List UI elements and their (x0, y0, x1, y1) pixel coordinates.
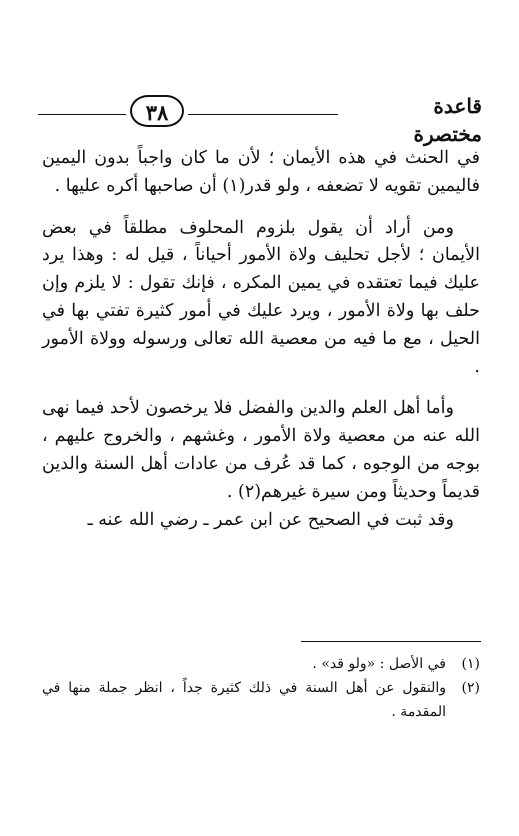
footnote (42, 676, 480, 724)
paragraph: وقد ثبت في الصحيح عن ابن عمر ـ رضي الله عنه ـ (87, 509, 454, 530)
footnote-number: (١) (461, 656, 480, 672)
footnotes (42, 652, 480, 724)
paragraph: ومن أراد أن يقول بلزوم المحلوف مطلقاً في بعض الأيمان ؛ لأجل تحليف ولاة الأمور أحياناً ، قيل له : وهذا يرد عليك فيما تعتقده في يمين المكره ، فإنك تقول : لا يلزم وإن حلف بها ولاة الأمور ، ويرد عليك في أمور كثيرة تفتي بها في الحيل ، مع ما فيه من معصية الله تعالى ورسوله وولاة الأمور . (42, 217, 480, 377)
page-header (38, 92, 482, 146)
page-number: ٣٨ (130, 95, 184, 127)
paragraph: في الحنث في هذه الأيمان ؛ لأن ما كان واجباً بدون اليمين فاليمين تقويه لا تضعفه ، ولو قدر(١) أن صاحبها أكره عليها . (42, 148, 480, 196)
main-text (42, 145, 480, 534)
header-rule-right (188, 114, 338, 115)
footnote-text: في الأصل : «ولو قد» . (312, 656, 446, 672)
footnote-number: (٢) (461, 680, 480, 696)
paragraph: وأما أهل العلم والدين والفضل فلا يرخصون لأحد فيما نهى الله عنه من معصية ولاة الأمور ، وغشهم ، والخروج عليهم ، بوجه من الوجوه ، كما قد عُرف من عادات أهل السنة والدين قديماً وحديثاً ومن سيرة غيرهم(٢) . (42, 398, 480, 502)
footnote-divider (301, 641, 481, 642)
header-rule-left (38, 114, 126, 115)
footnote-text: والنقول عن أهل السنة في ذلك كثيرة جداً ، انظر جملة منها في المقدمة . (42, 680, 446, 720)
footnote (42, 652, 480, 676)
running-title: قاعدة مختصرة (413, 94, 482, 146)
